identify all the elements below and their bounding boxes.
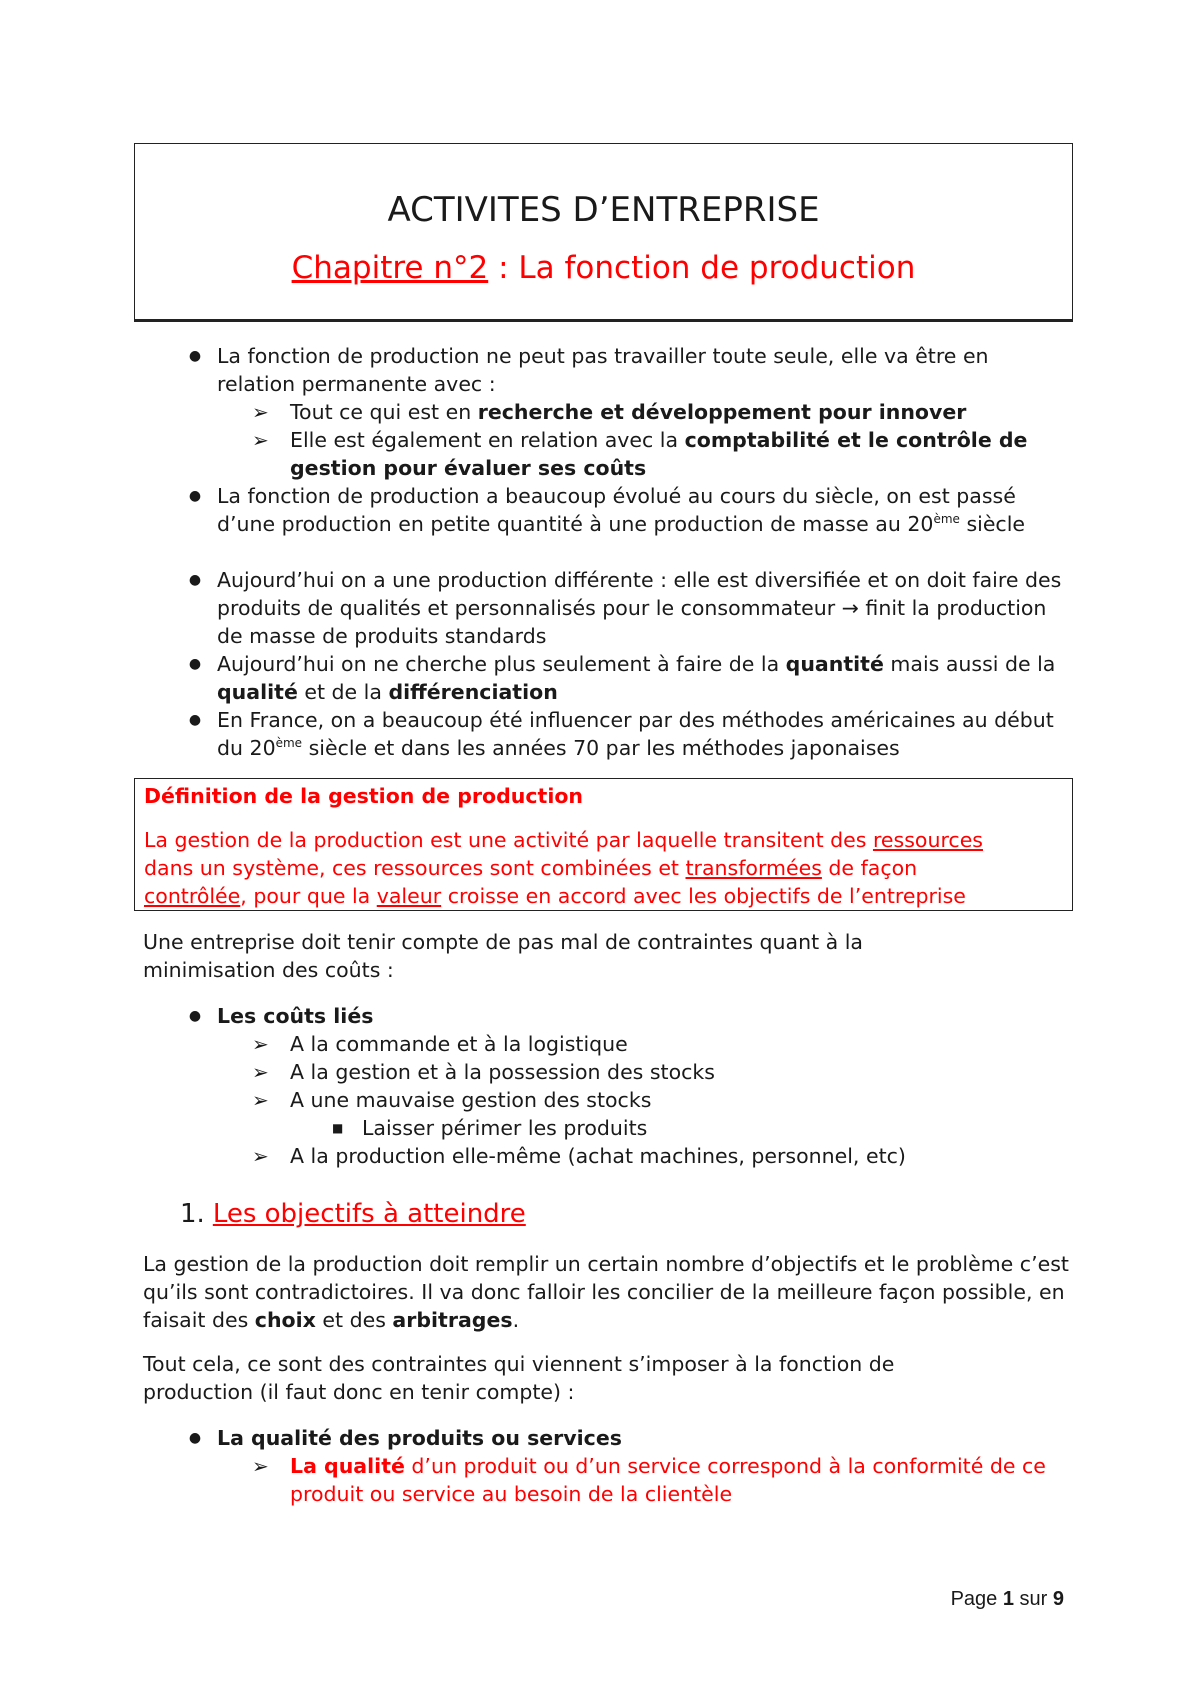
bullet-1 <box>188 342 1067 398</box>
bullet-5-sup: ème <box>275 736 303 751</box>
arrow-item-2-bold: comptabilité et le contrôle de gestion pour évaluer ses coûts <box>290 428 1028 480</box>
arrow-bullet-icon: ➢ <box>252 1454 269 1478</box>
cost-sub-item <box>332 1114 1062 1142</box>
bullet-3 <box>188 566 1067 650</box>
square-bullet-icon: ■ <box>332 1121 344 1135</box>
bullet-1-text: La fonction de production ne peut pas travailler toute seule, elle va être en relation permanente avec : <box>217 344 989 396</box>
bullet-4-quantite: quantité <box>785 652 884 676</box>
definition-text-3: de façon <box>821 856 918 880</box>
bullet-dot-icon: ● <box>188 1430 202 1446</box>
quality-heading-text: La qualité des produits ou services <box>217 1426 622 1450</box>
bullet-5 <box>188 706 1067 762</box>
section-title: Les objectifs à atteindre <box>212 1199 526 1229</box>
bullet-4 <box>188 650 1067 706</box>
bullet-5-end: siècle et dans les années 70 par les méthodes japonaises <box>302 736 900 760</box>
chapter-heading <box>135 249 1072 287</box>
arrow-item-1 <box>252 398 1070 426</box>
bullet-2-end: siècle <box>959 512 1026 536</box>
bullet-dot-icon: ● <box>188 348 202 364</box>
chapter-label: Chapitre n°2 <box>291 250 489 286</box>
bullet-4-differenciation: différenciation <box>388 680 558 704</box>
arrow-item-2-text: Elle est également en relation avec la <box>290 428 685 452</box>
arrow-item-1-text: Tout ce qui est en <box>290 400 478 424</box>
section-paragraph-2: Tout cela, ce sont des contraintes qui viennent s’imposer à la fonction de production (il faut donc en tenir compte) : <box>143 1352 895 1404</box>
cost-item-3 <box>252 1086 1070 1114</box>
page-footer <box>951 1585 1064 1613</box>
cost-item-1 <box>252 1030 1070 1058</box>
costs-heading-text: Les coûts liés <box>217 1004 374 1028</box>
cost-sub-item-text: Laisser périmer les produits <box>362 1116 648 1140</box>
definition-title-text: Définition de la gestion de production <box>144 784 584 808</box>
definition-underline-3: contrôlée <box>144 884 241 908</box>
title-box <box>134 143 1073 322</box>
cost-item-2 <box>252 1058 1070 1086</box>
definition-title <box>144 782 1069 810</box>
definition-underline-2: transformées <box>685 856 822 880</box>
arrow-bullet-icon: ➢ <box>252 400 269 424</box>
section-heading <box>180 1198 526 1230</box>
cost-item-1-text: A la commande et à la logistique <box>290 1032 628 1056</box>
quality-definition-bold: La qualité <box>290 1454 405 1478</box>
document-title: ACTIVITES D’ENTREPRISE <box>387 190 820 230</box>
bullet-dot-icon: ● <box>188 712 202 728</box>
bullet-4-text-2: mais aussi de la <box>883 652 1056 676</box>
footer-page-word: Page <box>950 1588 1003 1610</box>
footer-page-number: 1 <box>1002 1588 1014 1610</box>
cost-item-4 <box>252 1142 1070 1170</box>
definition-line-3 <box>144 882 1069 910</box>
cost-item-3-text: A une mauvaise gestion des stocks <box>290 1088 652 1112</box>
arrow-bullet-icon: ➢ <box>252 1088 269 1112</box>
costs-heading <box>188 1002 1067 1030</box>
section-paragraph-1-choix: choix <box>254 1308 316 1332</box>
bullet-dot-icon: ● <box>188 572 202 588</box>
bullet-3-text: Aujourd’hui on a une production différente : elle est diversifiée et on doit faire des produits de qualités et personnalisés pour le consommateur → finit la production de masse de produits standards <box>217 568 1062 648</box>
bullet-4-text-3: et de la <box>297 680 389 704</box>
bullet-2-text: La fonction de production a beaucoup évolué au cours du siècle, on est passé d’une production en petite quantité à une production de masse au 20 <box>217 484 1016 536</box>
quality-definition <box>252 1452 1070 1508</box>
constraints-intro: Une entreprise doit tenir compte de pas mal de contraintes quant à la minimisation des coûts : <box>143 930 863 982</box>
section-paragraph-1-end: . <box>512 1308 520 1332</box>
footer-total-pages: 9 <box>1052 1588 1064 1610</box>
definition-text-1: La gestion de la production est une activité par laquelle transitent des <box>144 828 873 852</box>
section-paragraph-1-mid: et des <box>315 1308 393 1332</box>
definition-text-2: dans un système, ces ressources sont combinées et <box>144 856 686 880</box>
definition-line-1 <box>144 826 1069 854</box>
footer-sur: sur <box>1013 1588 1053 1610</box>
definition-line-2 <box>144 854 1069 882</box>
cost-item-2-text: A la gestion et à la possession des stocks <box>290 1060 715 1084</box>
cost-item-4-text: A la production elle-même (achat machines, personnel, etc) <box>290 1144 906 1168</box>
arrow-bullet-icon: ➢ <box>252 428 269 452</box>
arrow-bullet-icon: ➢ <box>252 1060 269 1084</box>
definition-text-5: croisse en accord avec les objectifs de l’entreprise <box>441 884 966 908</box>
arrow-item-1-bold: recherche et développement pour innover <box>477 400 967 424</box>
bullet-dot-icon: ● <box>188 488 202 504</box>
definition-underline-1: ressources <box>872 828 983 852</box>
bullet-dot-icon: ● <box>188 1008 202 1024</box>
bullet-4-text-1: Aujourd’hui on ne cherche plus seulement à faire de la <box>217 652 786 676</box>
arrow-bullet-icon: ➢ <box>252 1032 269 1056</box>
definition-underline-4: valeur <box>376 884 442 908</box>
bullet-dot-icon: ● <box>188 656 202 672</box>
definition-text-4: , pour que la <box>240 884 377 908</box>
bullet-2 <box>188 482 1067 538</box>
section-number: 1. <box>180 1199 205 1229</box>
quality-heading <box>188 1424 1067 1452</box>
bullet-5-text: En France, on a beaucoup été influencer par des méthodes américaines au début du 20 <box>217 708 1054 760</box>
section-paragraph-1-arbitrages: arbitrages <box>392 1308 513 1332</box>
bullet-4-qualite: qualité <box>217 680 298 704</box>
section-paragraph-1 <box>143 1250 1073 1334</box>
section-paragraph-1-text: La gestion de la production doit remplir un certain nombre d’objectifs et le problème c’est qu’ils sont contradictoires. Il va donc falloir les concilier de la meilleure façon possible, en faisait des <box>143 1252 1069 1332</box>
bullet-2-sup: ème <box>933 512 960 527</box>
chapter-rest: : La fonction de production <box>488 250 916 286</box>
arrow-item-2 <box>252 426 1070 482</box>
quality-definition-text: d’un produit ou d’un service correspond à la conformité de ce produit ou service au besoin de la clientèle <box>290 1454 1046 1506</box>
arrow-bullet-icon: ➢ <box>252 1144 269 1168</box>
